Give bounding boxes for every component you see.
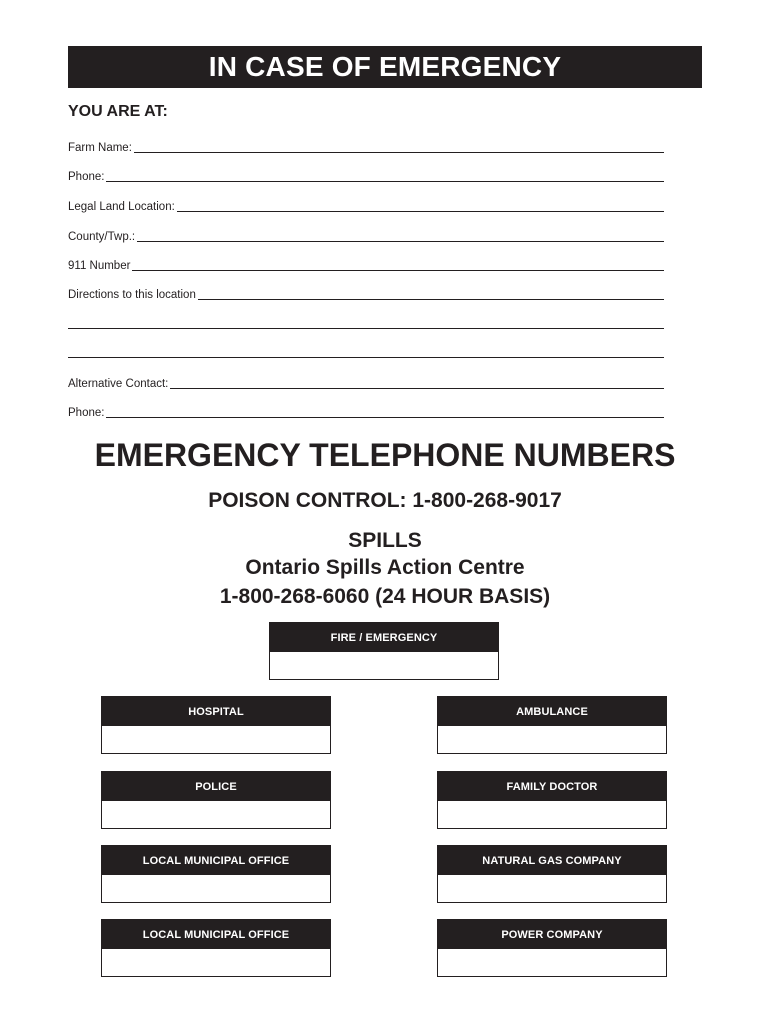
fire-emergency-box [269, 622, 499, 680]
farm-name-label: Farm Name: [68, 141, 132, 154]
ambulance-label: AMBULANCE [438, 697, 666, 726]
alternative-contact-line[interactable] [170, 388, 664, 389]
alternative-contact-label: Alternative Contact: [68, 377, 169, 390]
directions-continuation-line-2[interactable] [68, 357, 664, 358]
phone-field[interactable] [68, 165, 664, 183]
ambulance-entry[interactable] [438, 726, 666, 754]
natural-gas-company-entry[interactable] [438, 875, 666, 903]
natural-gas-company-label: NATURAL GAS COMPANY [438, 846, 666, 875]
nine-one-one-number-field[interactable] [68, 254, 664, 272]
page-title: IN CASE OF EMERGENCY [208, 51, 562, 82]
county-twp-label: County/Twp.: [68, 230, 136, 243]
hospital-box [101, 696, 331, 754]
phone-label: Phone: [68, 170, 105, 183]
alternative-phone-field[interactable] [68, 401, 664, 419]
page-title-banner [68, 46, 702, 88]
alternative-phone-label: Phone: [68, 406, 105, 419]
family-doctor-label: FAMILY DOCTOR [438, 772, 666, 801]
nine-one-one-number-label: 911 Number [68, 259, 131, 272]
phone-line[interactable] [106, 181, 664, 182]
local-municipal-office-entry-1[interactable] [102, 875, 330, 903]
power-company-box [437, 919, 667, 977]
directions-line[interactable] [198, 299, 664, 300]
power-company-entry[interactable] [438, 949, 666, 977]
poison-control-number: POISON CONTROL: 1-800-268-9017 [208, 489, 562, 512]
police-entry[interactable] [102, 801, 330, 829]
spills-phone-number: 1-800-268-6060 (24 HOUR BASIS) [219, 585, 551, 608]
family-doctor-box [437, 771, 667, 829]
fire-emergency-label: FIRE / EMERGENCY [270, 623, 498, 652]
police-label: POLICE [102, 772, 330, 801]
farm-name-line[interactable] [134, 152, 664, 153]
county-twp-line[interactable] [137, 241, 664, 242]
alternative-contact-field[interactable] [68, 372, 664, 390]
local-municipal-office-entry-2[interactable] [102, 949, 330, 977]
spills-heading: SPILLS [348, 529, 422, 552]
local-municipal-office-label-2: LOCAL MUNICIPAL OFFICE [102, 920, 330, 949]
natural-gas-company-box [437, 845, 667, 903]
you-are-at-heading: YOU ARE AT: [68, 103, 168, 120]
local-municipal-office-box-1 [101, 845, 331, 903]
directions-label: Directions to this location [68, 288, 196, 301]
local-municipal-office-box-2 [101, 919, 331, 977]
spills-centre-name: Ontario Spills Action Centre [245, 556, 525, 579]
fire-emergency-entry[interactable] [270, 652, 498, 680]
directions-continuation-line-1[interactable] [68, 328, 664, 329]
hospital-label: HOSPITAL [102, 697, 330, 726]
farm-name-field[interactable] [68, 136, 664, 154]
local-municipal-office-label-1: LOCAL MUNICIPAL OFFICE [102, 846, 330, 875]
alternative-phone-line[interactable] [106, 417, 664, 418]
legal-land-location-line[interactable] [177, 211, 664, 212]
county-twp-field[interactable] [68, 225, 664, 243]
legal-land-location-field[interactable] [68, 195, 664, 213]
power-company-label: POWER COMPANY [438, 920, 666, 949]
police-box [101, 771, 331, 829]
family-doctor-entry[interactable] [438, 801, 666, 829]
legal-land-location-label: Legal Land Location: [68, 200, 175, 213]
nine-one-one-number-line[interactable] [132, 270, 664, 271]
emergency-numbers-title: EMERGENCY TELEPHONE NUMBERS [94, 437, 676, 473]
directions-field[interactable] [68, 283, 664, 301]
hospital-entry[interactable] [102, 726, 330, 754]
ambulance-box [437, 696, 667, 754]
